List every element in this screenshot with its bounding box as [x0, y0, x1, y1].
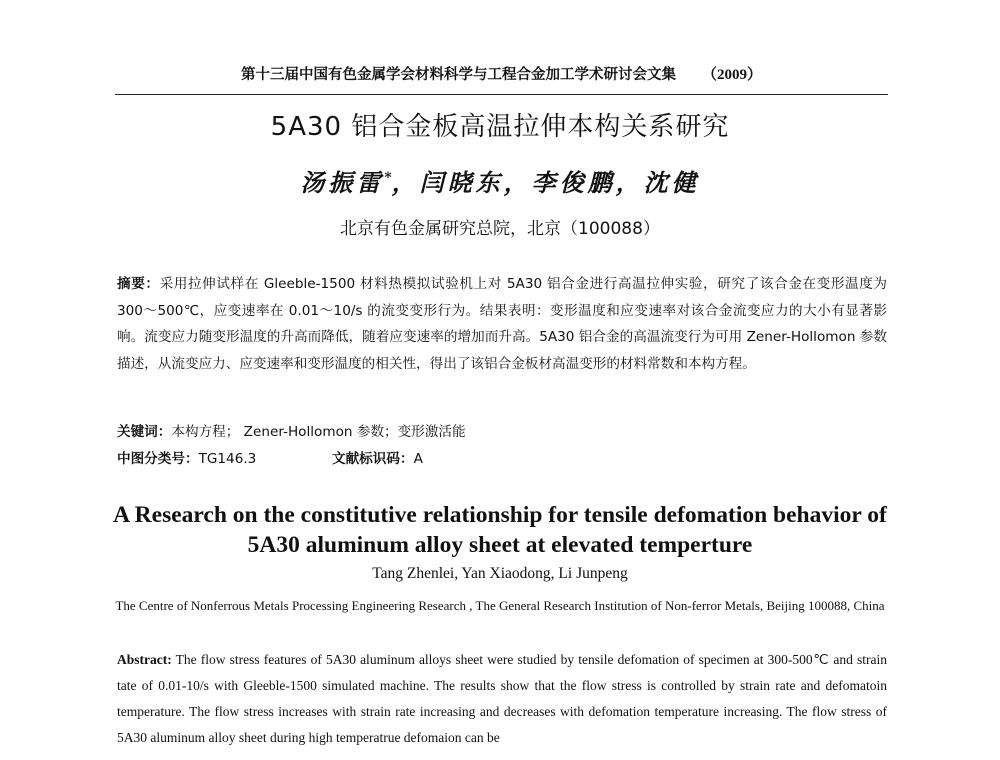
proceedings-title: 第十三届中国有色金属学会材料科学与工程合金加工学术研讨会文集: [240, 67, 676, 83]
authors-en: Tang Zhenlei, Yan Xiaodong, Li Junpeng: [372, 565, 628, 582]
first-author-cn: 汤振雷: [300, 168, 385, 197]
keywords-cn-label: 关键词：: [117, 424, 172, 440]
clc-value: TG146.3: [198, 451, 257, 467]
classification-cn: [117, 448, 887, 470]
paper-title-en: A Research on the constitutive relationship for tensile defomation behavior of 5A30 aluminum alloy sheet at elevated temperture: [113, 502, 887, 558]
abstract-en-label: Abstract:: [117, 652, 172, 667]
doc-code-label: 文献标识码：: [332, 451, 414, 467]
abstract-cn-text: 采用拉伸试样在 Gleeble-1500 材料热模拟试验机上对 5A30 铝合金进行高温拉伸实验，研究了该合金在变形温度为 300～500℃，应变速率在 0.01～10/s 的流变变形行为。结果表明：变形温度和应变速率对该合金流变应力的大小有显著影响。流变应力随变形温度的升高而降低，随着应变速率的增加而升高。5A30 铝合金的高温流变行为可用 Zener-Hollomon 参数描述，从流变应力、应变速率和变形温度的相关性，得出了该铝合金板材高温变形的材料常数和本构方程。: [117, 276, 887, 372]
abstract-cn: [117, 271, 887, 377]
doc-code: [332, 448, 423, 470]
abstract-en: [117, 647, 887, 751]
running-header: [115, 64, 888, 95]
abstract-en-text: The flow stress features of 5A30 aluminum alloys sheet were studied by tensile defomation of specimen at 300-500℃ and strain tate of 0.01-10/s with Gleeble-1500 simulated machine. The results show that the flow stress is controlled by strain rate and defomatoin temperature. The flow stress increases with strain rate increasing and decreases with defomation temperature increasing. The flow stress of 5A30 aluminum alloy sheet during high temperatrue defomaion can be: [117, 652, 887, 745]
doc-code-value: A: [413, 451, 423, 467]
proceedings-year: （2009）: [701, 67, 762, 83]
paper-title-cn: 5A30 铝合金板高温拉伸本构关系研究: [270, 112, 730, 142]
keywords-cn-text: 本构方程； Zener-Hollomon 参数；变形激活能: [171, 424, 466, 440]
affiliation-en: The Centre of Nonferrous Metals Processing Engineering Research , The General Research Institution of Non-ferror Metals, Beijing 100088, China: [115, 598, 885, 613]
other-authors-cn: ，闫晓东，李俊鹏，沈健: [391, 168, 700, 197]
clc-label: 中图分类号：: [117, 451, 199, 467]
keywords-cn: [117, 421, 887, 443]
authors-cn: [0, 160, 1000, 201]
affiliation-cn: 北京有色金属研究总院，北京（100088）: [340, 219, 660, 239]
abstract-cn-label: 摘要：: [117, 276, 160, 292]
corresponding-mark: *: [384, 170, 392, 186]
